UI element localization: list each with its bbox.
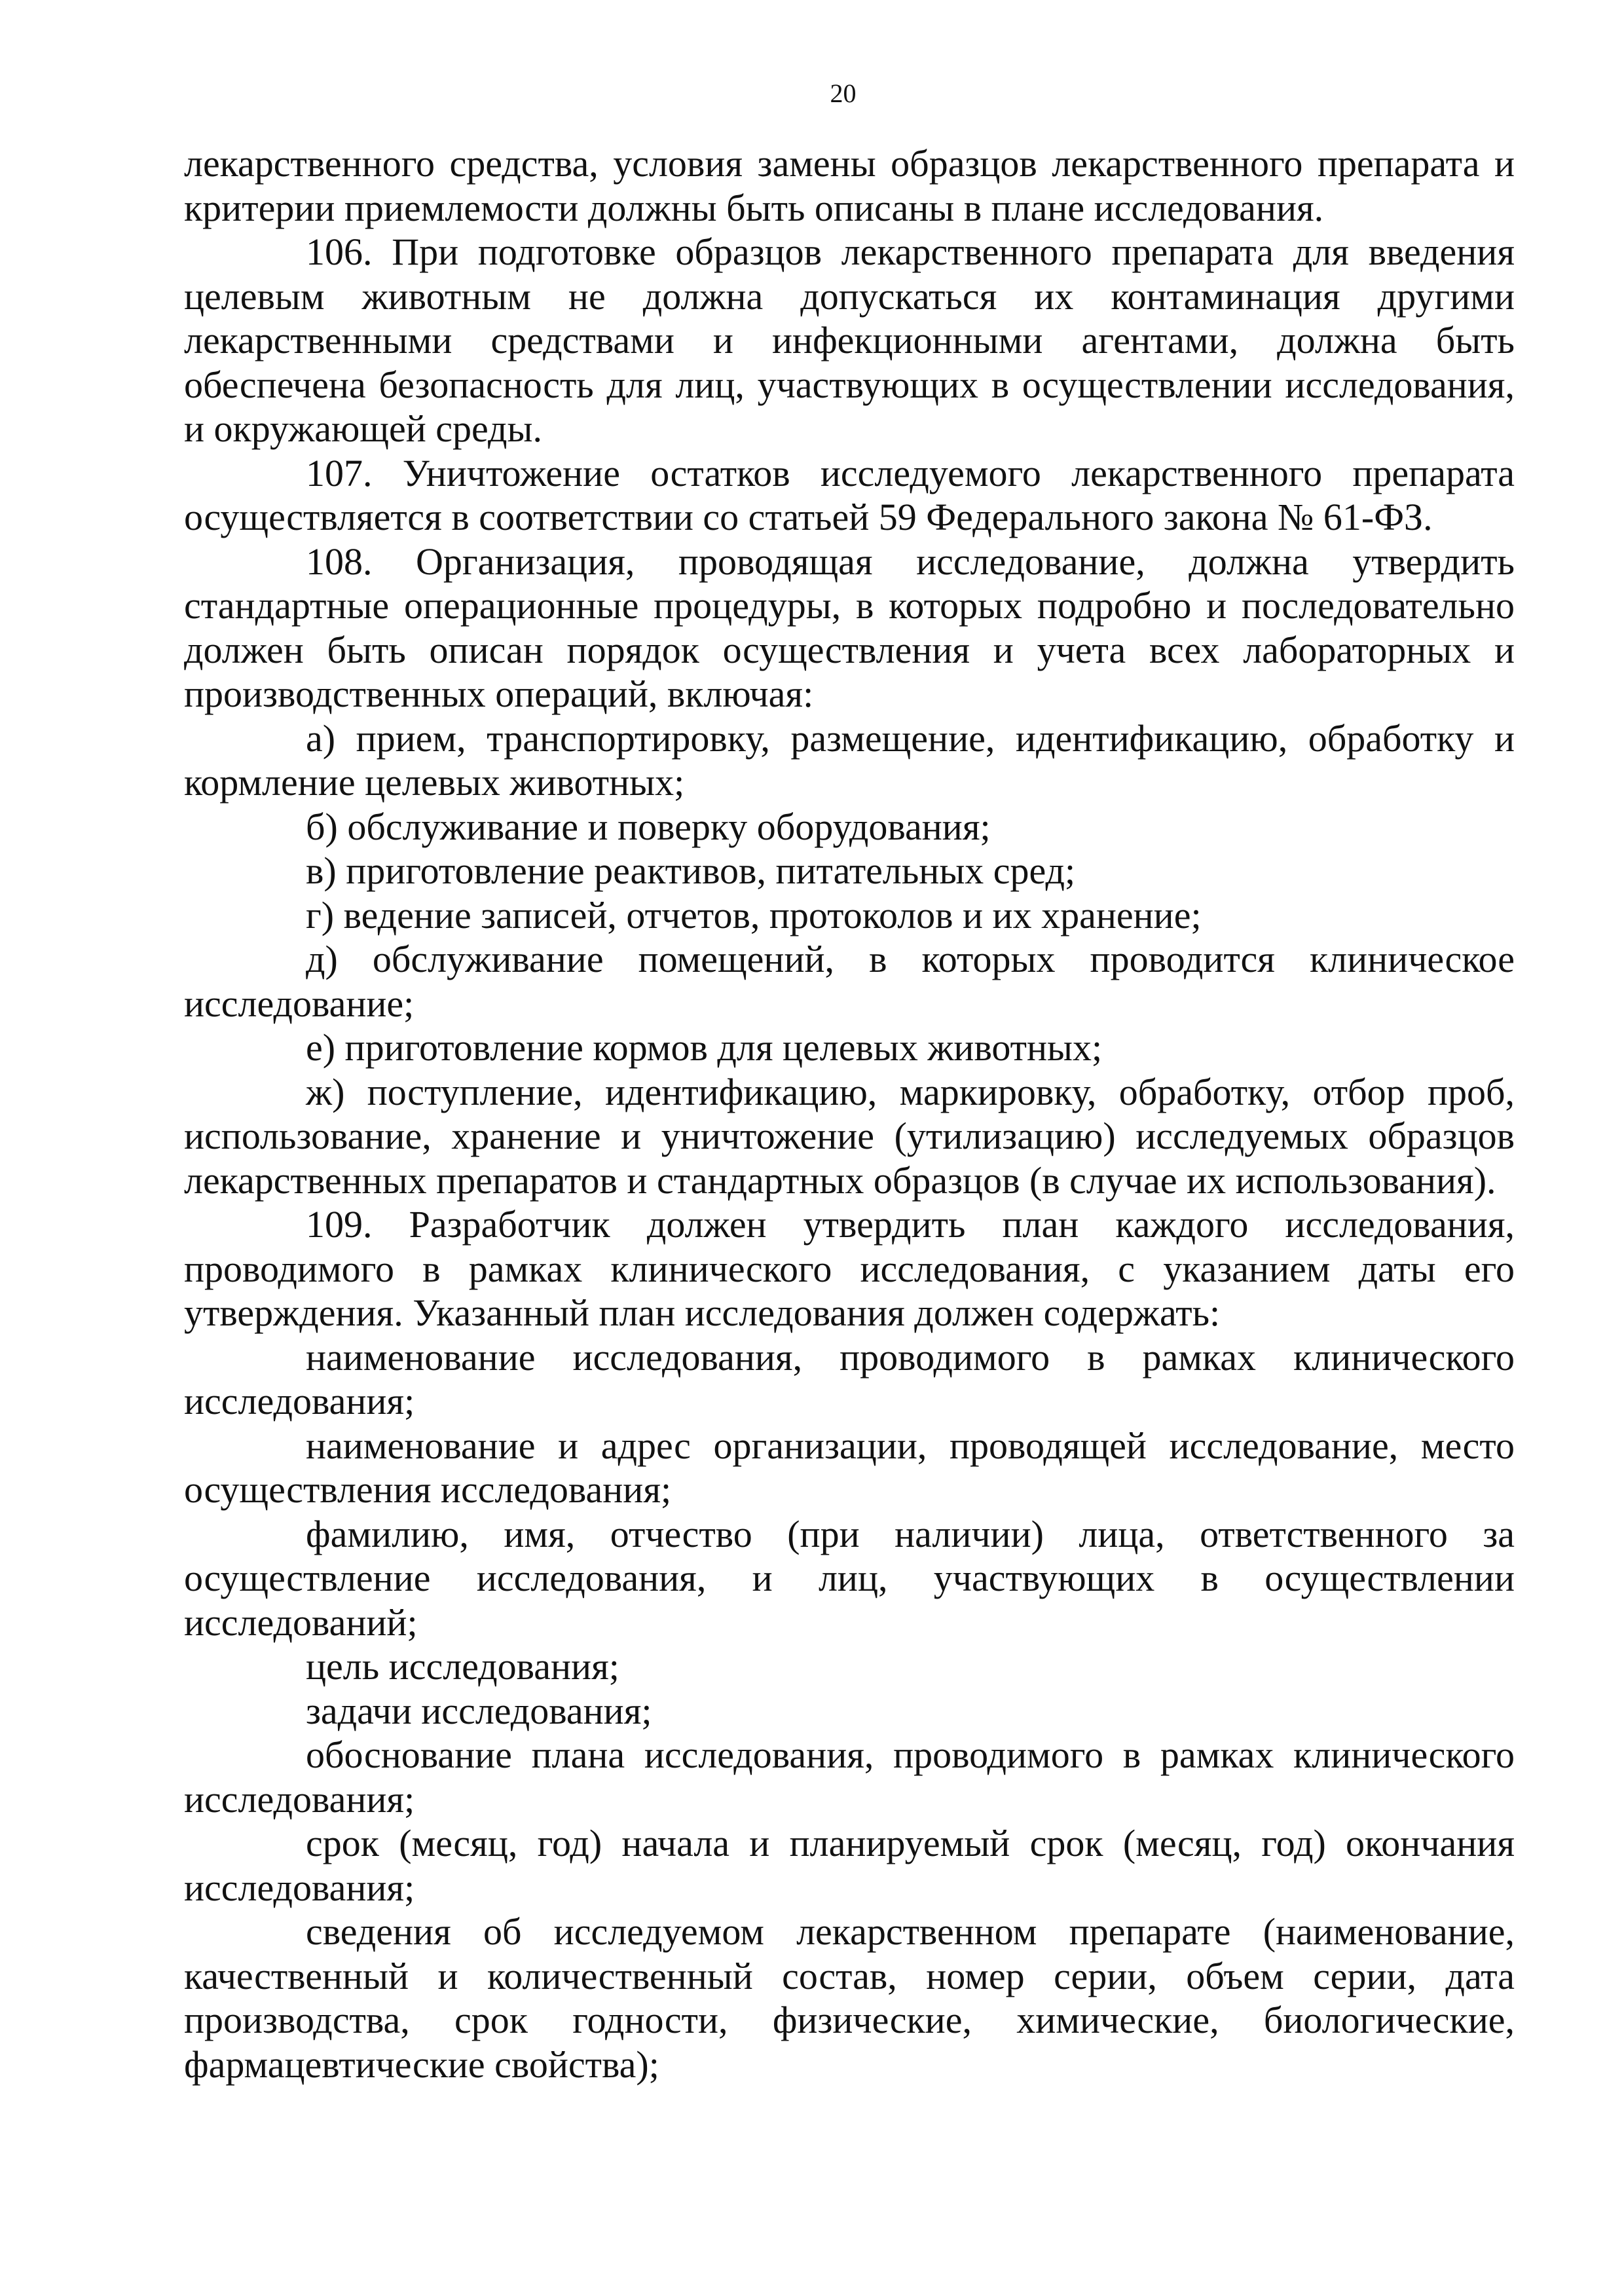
plan-item-tasks: задачи исследования; — [306, 1689, 652, 1732]
paragraph-continuation: лекарственного средства, условия замены образцов лекарственного препарата и критерии приемлемости должны быть описаны в плане исследования. — [184, 142, 1515, 229]
list-item-g: г) ведение записей, отчетов, протоколов и их хранение; — [306, 893, 1202, 936]
list-item-a: а) прием, транспортировку, размещение, идентификацию, обработку и кормление целевых животных; — [184, 716, 1515, 804]
list-item-v: в) приготовление реактивов, питательных сред; — [306, 849, 1076, 892]
plan-item-responsible: фамилию, имя, отчество (при наличии) лица, ответственного за осуществление исследования, и лиц, участвующих в осуществлении исследований; — [184, 1512, 1515, 1644]
plan-item-organization: наименование и адрес организации, проводящей исследование, место осуществления исследования; — [184, 1424, 1515, 1511]
plan-item-justification: обоснование плана исследования, проводимого в рамках клинического исследования; — [184, 1733, 1515, 1821]
plan-item-goal: цель исследования; — [306, 1645, 619, 1688]
paragraph-109: 109. Разработчик должен утвердить план каждого исследования, проводимого в рамках клинического исследования, с указанием даты его утверждения. Указанный план исследования должен содержать: — [184, 1203, 1515, 1334]
plan-item-drug-info: сведения об исследуемом лекарственном препарате (наименование, качественный и количественный состав, номер серии, объем серии, дата производства, срок годности, физические, химические, биологические, фармацевтические свойства); — [184, 1910, 1515, 2086]
list-item-b: б) обслуживание и поверку оборудования; — [306, 805, 991, 848]
list-item-zh: ж) поступление, идентификацию, маркировку, обработку, отбор проб, использование, хранение и уничтожение (утилизацию) исследуемых образцов лекарственных препаратов и стандартных образцов (в случае их использования). — [184, 1070, 1515, 1202]
list-item-d: д) обслуживание помещений, в которых проводится клиническое исследование; — [184, 938, 1515, 1025]
page-number: 20 — [830, 79, 857, 108]
paragraph-108: 108. Организация, проводящая исследование, должна утвердить стандартные операционные процедуры, в которых подробно и последовательно должен быть описан порядок осуществления и учета всех лабораторных и производственных операций, включая: — [184, 540, 1515, 715]
paragraph-106: 106. При подготовке образцов лекарственного препарата для введения целевым животным не должна допускаться их контаминация другими лекарственными средствами и инфекционными агентами, должна быть обеспечена безопасность для лиц, участвующих в осуществлении исследования, и окружающей среды. — [184, 231, 1515, 450]
document-body — [184, 141, 1515, 2086]
plan-item-name: наименование исследования, проводимого в рамках клинического исследования; — [184, 1335, 1515, 1422]
plan-item-dates: срок (месяц, год) начала и планируемый срок (месяц, год) окончания исследования; — [184, 1822, 1515, 1909]
list-item-e: е) приготовление кормов для целевых животных; — [306, 1026, 1103, 1069]
paragraph-107: 107. Уничтожение остатков исследуемого лекарственного препарата осуществляется в соответствии со статьей 59 Федерального закона № 61-ФЗ. — [184, 451, 1515, 538]
